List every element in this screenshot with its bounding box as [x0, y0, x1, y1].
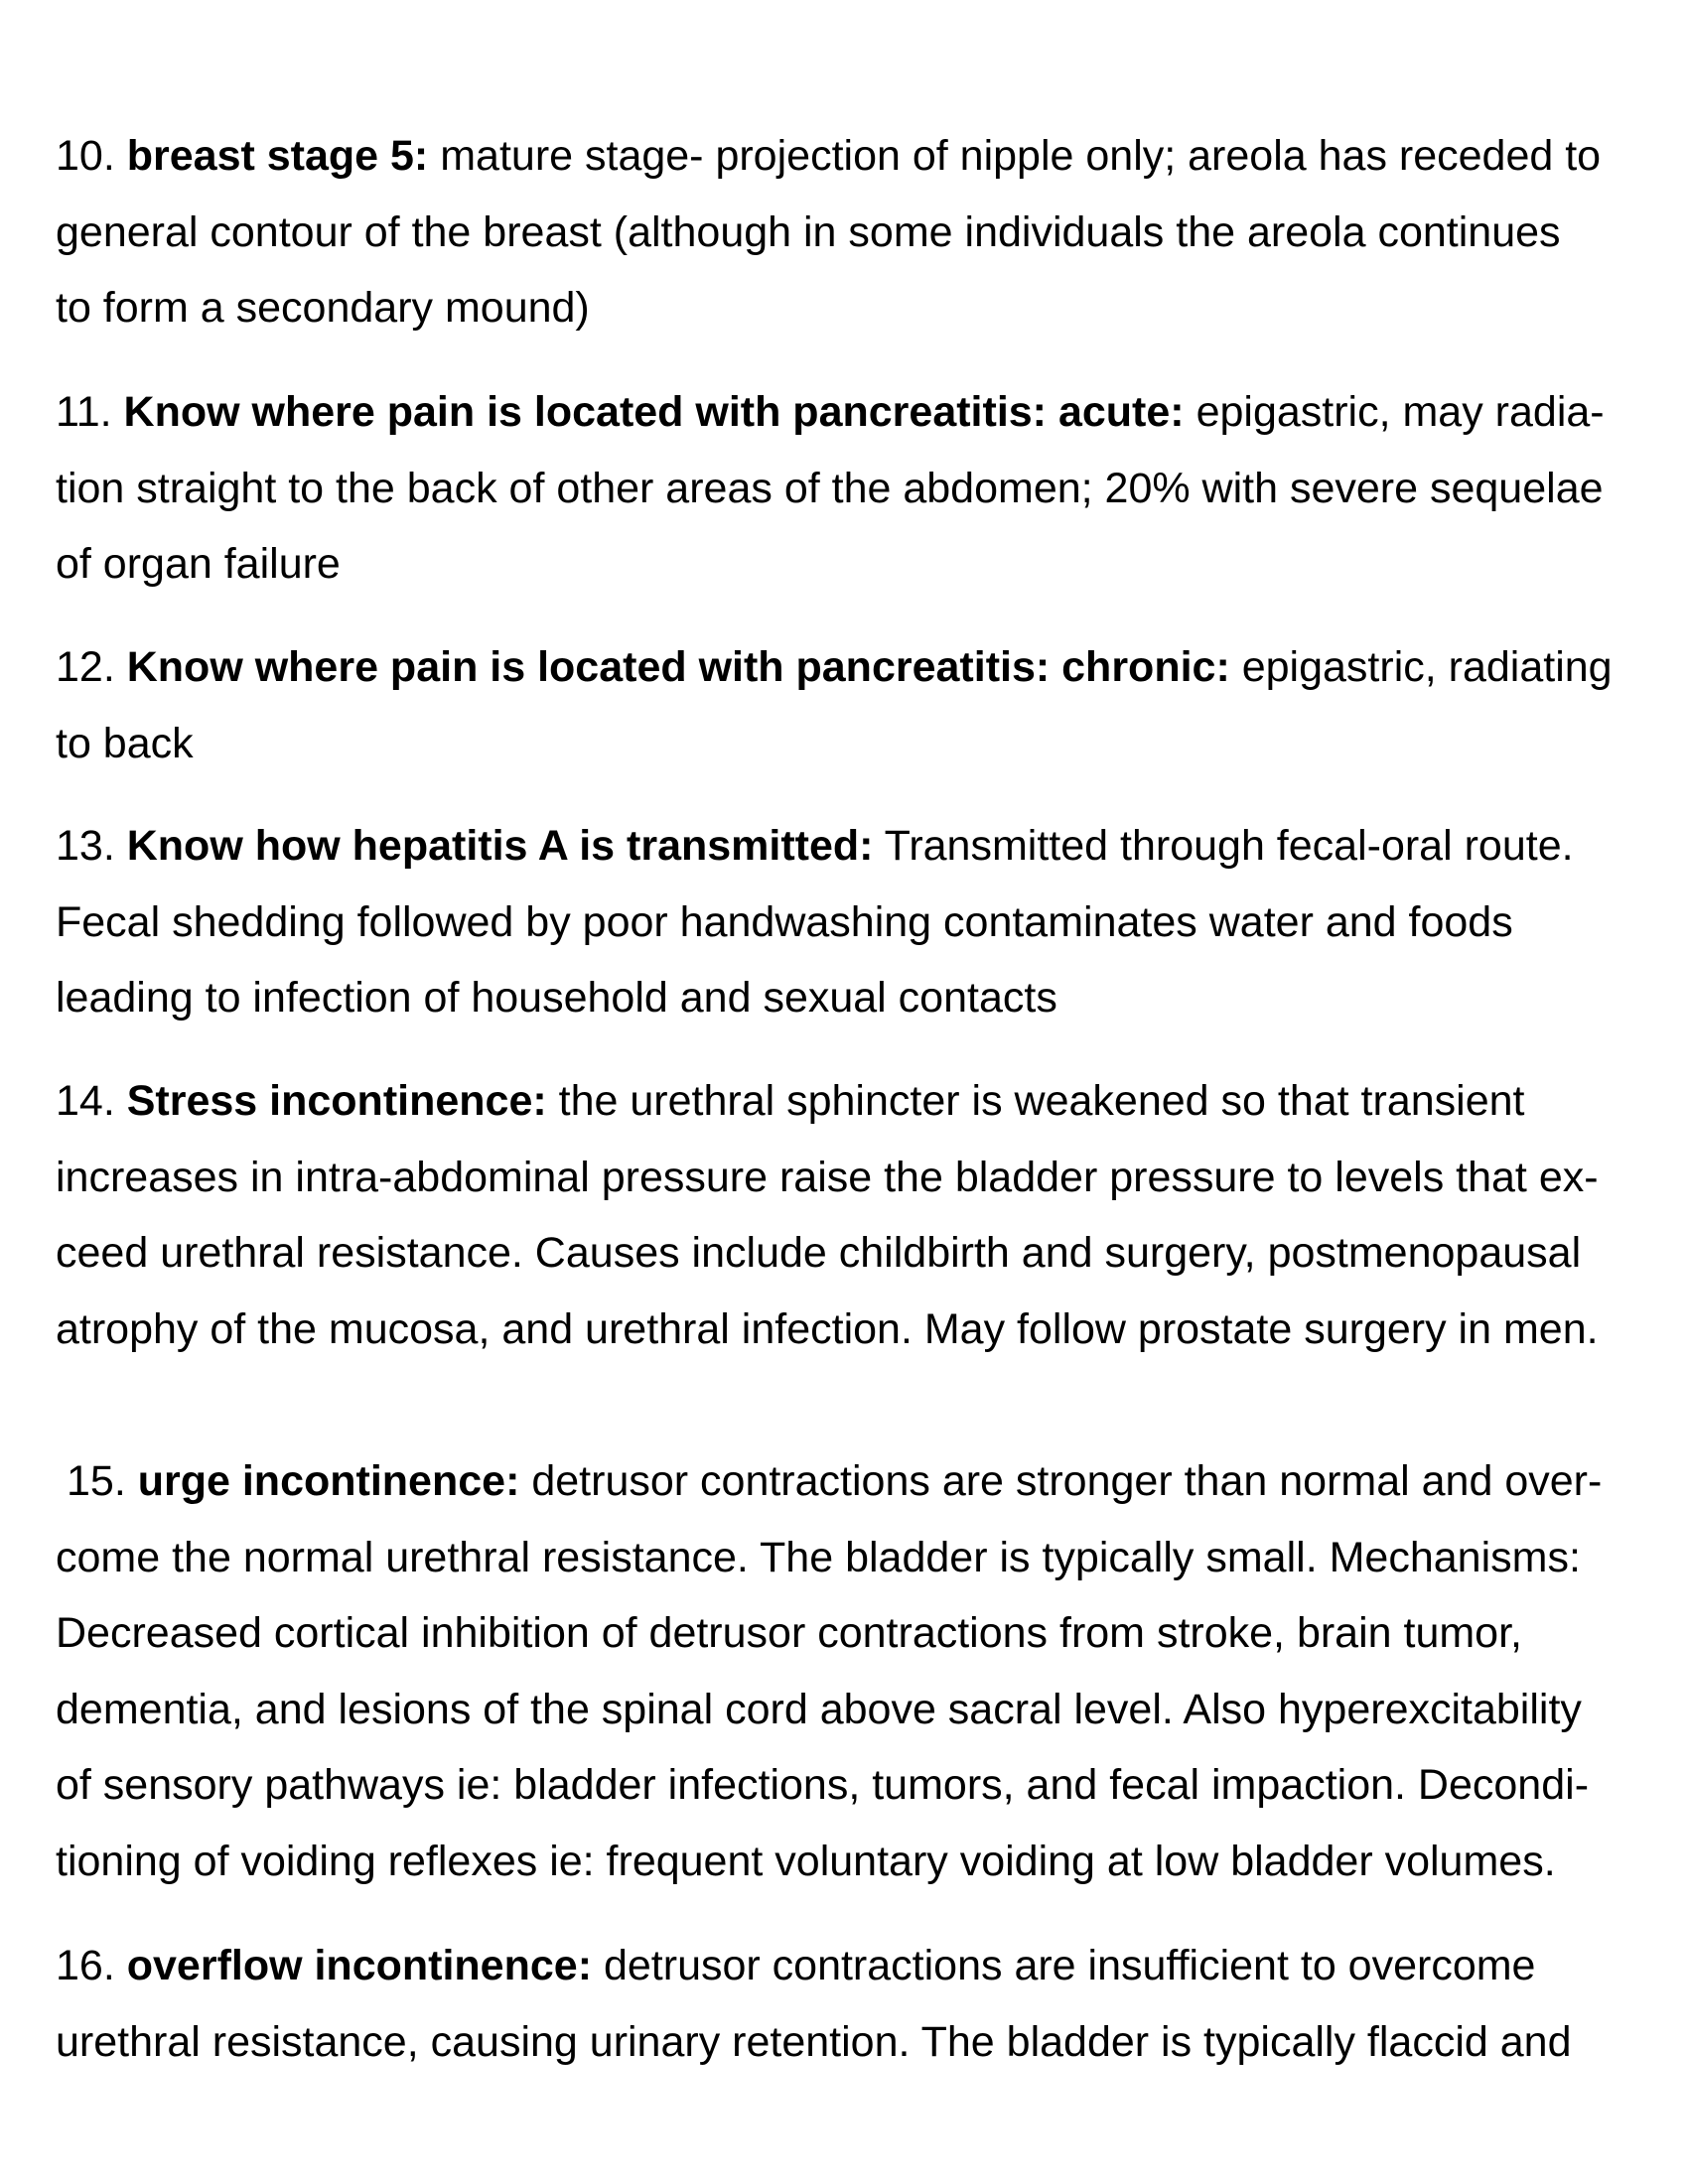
- item-text: increases in intra-abdominal pressure raise the bladder pressure to levels that ex-: [56, 1153, 1599, 1201]
- item-number: 12.: [56, 643, 115, 691]
- item-text: atrophy of the mucosa, and urethral infection. May follow prostate surgery in men.: [56, 1304, 1599, 1353]
- item-number: 13.: [56, 822, 115, 870]
- item-first-line: [56, 1928, 1644, 2004]
- item-text: general contour of the breast (although in some individuals the areola continues: [56, 207, 1561, 256]
- item-text: to back: [56, 719, 194, 767]
- item-number: 16.: [56, 1942, 115, 1989]
- list-item: [56, 629, 1644, 781]
- item-text: leading to infection of household and sexual contacts: [56, 974, 1057, 1022]
- list-item: [56, 1443, 1644, 1899]
- item-text: of organ failure: [56, 540, 341, 588]
- item-term: overflow incontinence:: [126, 1942, 593, 1989]
- item-first-line: [56, 1063, 1644, 1140]
- item-first-line: [56, 374, 1644, 451]
- item-first-line: [56, 1443, 1644, 1520]
- item-first-line: [56, 118, 1644, 195]
- item-text: Transmitted through fecal-oral route.: [884, 822, 1574, 870]
- item-first-line: [56, 808, 1644, 885]
- item-number: 15.: [67, 1457, 126, 1505]
- item-text: ceed urethral resistance. Causes include childbirth and surgery, postmenopausal: [56, 1229, 1582, 1277]
- item-term: Know how hepatitis A is transmitted:: [126, 822, 874, 870]
- item-text: detrusor contractions are insufficient to overcome: [603, 1942, 1536, 1989]
- item-term: Stress incontinence:: [126, 1077, 547, 1125]
- list-item: [56, 808, 1644, 1036]
- item-text: mature stage- projection of nipple only; areola has receded to: [440, 132, 1602, 180]
- item-number: 14.: [56, 1077, 115, 1125]
- list-item: [56, 1063, 1644, 1367]
- item-text: epigastric, may radia-: [1196, 388, 1605, 436]
- item-term: Know where pain is located with pancreatitis: acute:: [123, 388, 1185, 436]
- item-text: tioning of voiding reflexes ie: frequent voluntary voiding at low bladder volumes.: [56, 1837, 1556, 1885]
- item-text: urethral resistance, causing urinary retention. The bladder is typically flaccid and: [56, 2017, 1572, 2066]
- item-number: 11.: [56, 388, 112, 436]
- list-item: [56, 374, 1644, 603]
- item-first-line: [56, 629, 1644, 706]
- list-item: [56, 118, 1644, 346]
- item-term: breast stage 5:: [126, 132, 429, 180]
- item-text: tion straight to the back of other areas of the abdomen; 20% with severe sequelae: [56, 464, 1604, 512]
- item-text: dementia, and lesions of the spinal cord above sacral level. Also hyperexcitability: [56, 1685, 1582, 1733]
- item-text: come the normal urethral resistance. The bladder is typically small. Mechanisms:: [56, 1533, 1581, 1581]
- item-term: urge incontinence:: [137, 1457, 520, 1505]
- item-number: 10.: [56, 132, 115, 180]
- item-term: Know where pain is located with pancreatitis: chronic:: [126, 643, 1230, 691]
- item-text: epigastric, radiating: [1241, 643, 1613, 691]
- item-text: of sensory pathways ie: bladder infections, tumors, and fecal impaction. Decondi-: [56, 1761, 1590, 1809]
- item-text: Fecal shedding followed by poor handwashing contaminates water and foods: [56, 897, 1513, 946]
- item-text: detrusor contractions are stronger than normal and over-: [531, 1457, 1603, 1505]
- item-text: to form a secondary mound): [56, 284, 590, 332]
- item-text: the urethral sphincter is weakened so that transient: [558, 1077, 1525, 1125]
- item-text: Decreased cortical inhibition of detrusor contractions from stroke, brain tumor,: [56, 1609, 1522, 1657]
- list-item: [56, 1928, 1644, 2080]
